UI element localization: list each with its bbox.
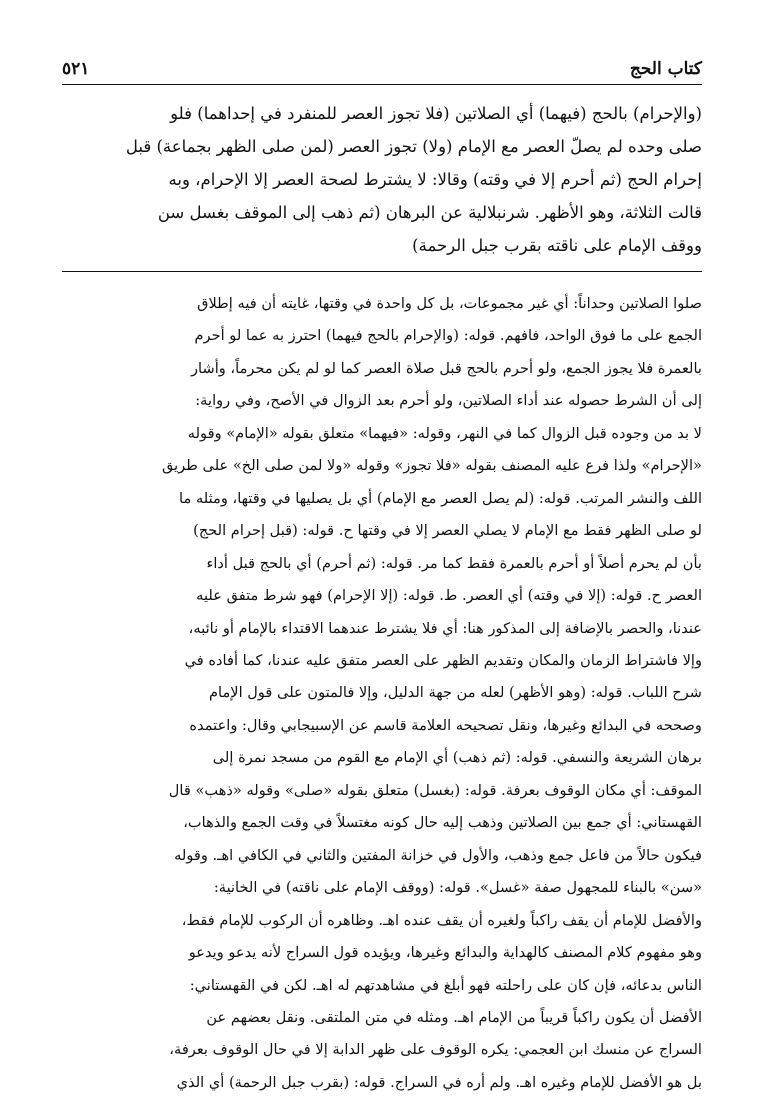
main-text-line: إحرام الحج (ثم أحرم إلا في وقته) وقالا: لا يشترط لصحة العصر إلا الإحرام، وبه	[168, 170, 702, 189]
main-text-line: صلى وحده لم يصلّ العصر مع الإمام (ولا) تجوز العصر (لمن صلى الظهر بجماعة) قبل	[125, 137, 702, 156]
commentary-line: «سن» بالبناء للمجهول صفة «غسل». قوله: (ووقف الإمام على ناقته) في الخانية:	[213, 879, 702, 897]
header-rule	[62, 84, 702, 85]
commentary-line: لا بد من وجوده قبل الزوال كما في النهر، وقوله: «فيهما» متعلق بقوله «الإمام» وقوله	[187, 424, 702, 442]
commentary-line: عندنا، والحصر بالإضافة إلى المذكور هنا: أي فلا يشترط عندهما الاقتداء بالإمام أو نائبه،	[188, 619, 702, 637]
commentary-line: شرح اللباب. قوله: (وهو الأظهر) لعله من جهة الدليل، وإلا فالمتون على قول الإمام	[208, 684, 702, 702]
main-text-line: قالت الثلاثة، وهو الأظهر. شرنبلالية عن البرهان (ثم ذهب إلى الموقف بغسل سن	[157, 203, 702, 222]
commentary-line: بالعمرة فلا يجوز الجمع، ولو أحرم بالحج قبل صلاة العصر كما لو لم يكن محرماً، وأشار	[190, 359, 702, 377]
commentary-line: الأفضل أن يكون راكباً قريباً من الإمام اهـ. ومثله في متن الملتقى. ونقل بعضهم عن	[206, 1008, 702, 1026]
commentary-line: وصححه في البدائع وغيرها، ونقل تصحيحه العلامة قاسم عن الإسبيجابي وقال: واعتمده	[189, 716, 702, 734]
page-header	[62, 56, 702, 82]
book-page	[62, 56, 702, 1099]
commentary-line: القهستاني: أي جمع بين الصلاتين وذهب إليه حال كونه مغتسلاً في وقت الجمع والذهاب،	[183, 814, 702, 832]
main-text-line: (والإحرام) بالحج (فيهما) أي الصلاتين (فلا تجوز العصر للمنفرد في إحداهما) فلو	[170, 104, 702, 123]
commentary-line: بل هو الأفضل للإمام وغيره اهـ. ولم أره في السراج. قوله: (بقرب جبل الرحمة) أي الذي	[176, 1073, 702, 1091]
commentary-line: صلوا الصلاتين وحداناً: أي غير مجموعات، بل كل واحدة في وقتها، غايته أن فيه إطلاق	[197, 295, 702, 312]
commentary-line: «الإحرام» ولذا فرع عليه المصنف بقوله «فلا تجوز» وقوله «ولا لمن صلى الخ» على طريق	[162, 457, 702, 475]
main-text	[62, 97, 702, 262]
commentary-line: العصر ح. قوله: (إلا في وقته) أي العصر. ط. قوله: (إلا الإحرام) فهو شرط متفق عليه	[196, 587, 702, 605]
commentary-line: السراج عن منسك ابن العجمي: يكره الوقوف على ظهر الدابة إلا في حال الوقوف بعرفة،	[169, 1041, 702, 1059]
commentary-line: فيكون حالاً من فاعل جمع وذهب، والأول في خزانة المفتين والثاني في الكافي اهـ. وقوله	[174, 846, 702, 864]
main-text-line: ووقف الإمام على ناقته بقرب جبل الرحمة)	[412, 236, 702, 255]
commentary-line: بأن لم يحرم أصلاً أو أحرم بالعمرة فقط كما مر. قوله: (ثم أحرم) أي بالحج قبل أداء	[206, 554, 702, 572]
commentary-text	[62, 288, 702, 1099]
section-divider	[62, 271, 702, 272]
book-title: كتاب الحج	[629, 59, 702, 79]
commentary-line: اللف والنشر المرتب. قوله: (لم يصل العصر مع الإمام) أي بل يصليها في وقتها، ومثله ما	[179, 489, 702, 507]
commentary-line: والأفضل للإمام أن يقف راكباً ولغيره أن يقف عنده اهـ. وظاهره أن الركوب للإمام فقط،	[181, 911, 702, 929]
commentary-line: وإلا فاشتراط الزمان والمكان وتقديم الظهر على العصر متفق عليه عندنا، كما أفاده في	[184, 651, 702, 669]
commentary-line: لو صلى الظهر فقط مع الإمام لا يصلي العصر إلا في وقتها ح. قوله: (قبل إحرام الحج)	[193, 522, 702, 540]
page-number: ٥٢١	[62, 59, 90, 79]
commentary-line: وهو مفهوم كلام المصنف كالهداية والبدائع وغيرها، ويؤيده قول السراج لأنه يدعو ويدعو	[188, 944, 702, 962]
commentary-line: الموقف: أي مكان الوقوف بعرفة. قوله: (بغسل) متعلق بقوله «صلى» وقوله «ذهب» قال	[168, 781, 702, 799]
commentary-line: الجمع على ما فوق الواحد، فافهم. قوله: (والإحرام بالحج فيهما) احترز به عما لو أحرم	[194, 327, 702, 345]
commentary-line: الناس بدعائه، فإن كان على راحلته فهو أبلغ في مشاهدتهم له اهـ. لكن في القهستاني:	[189, 976, 702, 994]
commentary-line: إلى أن الشرط حصوله عند أداء الصلاتين، ولو أحرم بعد الزوال في الأصح، وفي رواية:	[195, 392, 702, 410]
commentary-line: برهان الشريعة والنسفي. قوله: (ثم ذهب) أي الإمام مع القوم من مسجد نمرة إلى	[212, 749, 702, 767]
